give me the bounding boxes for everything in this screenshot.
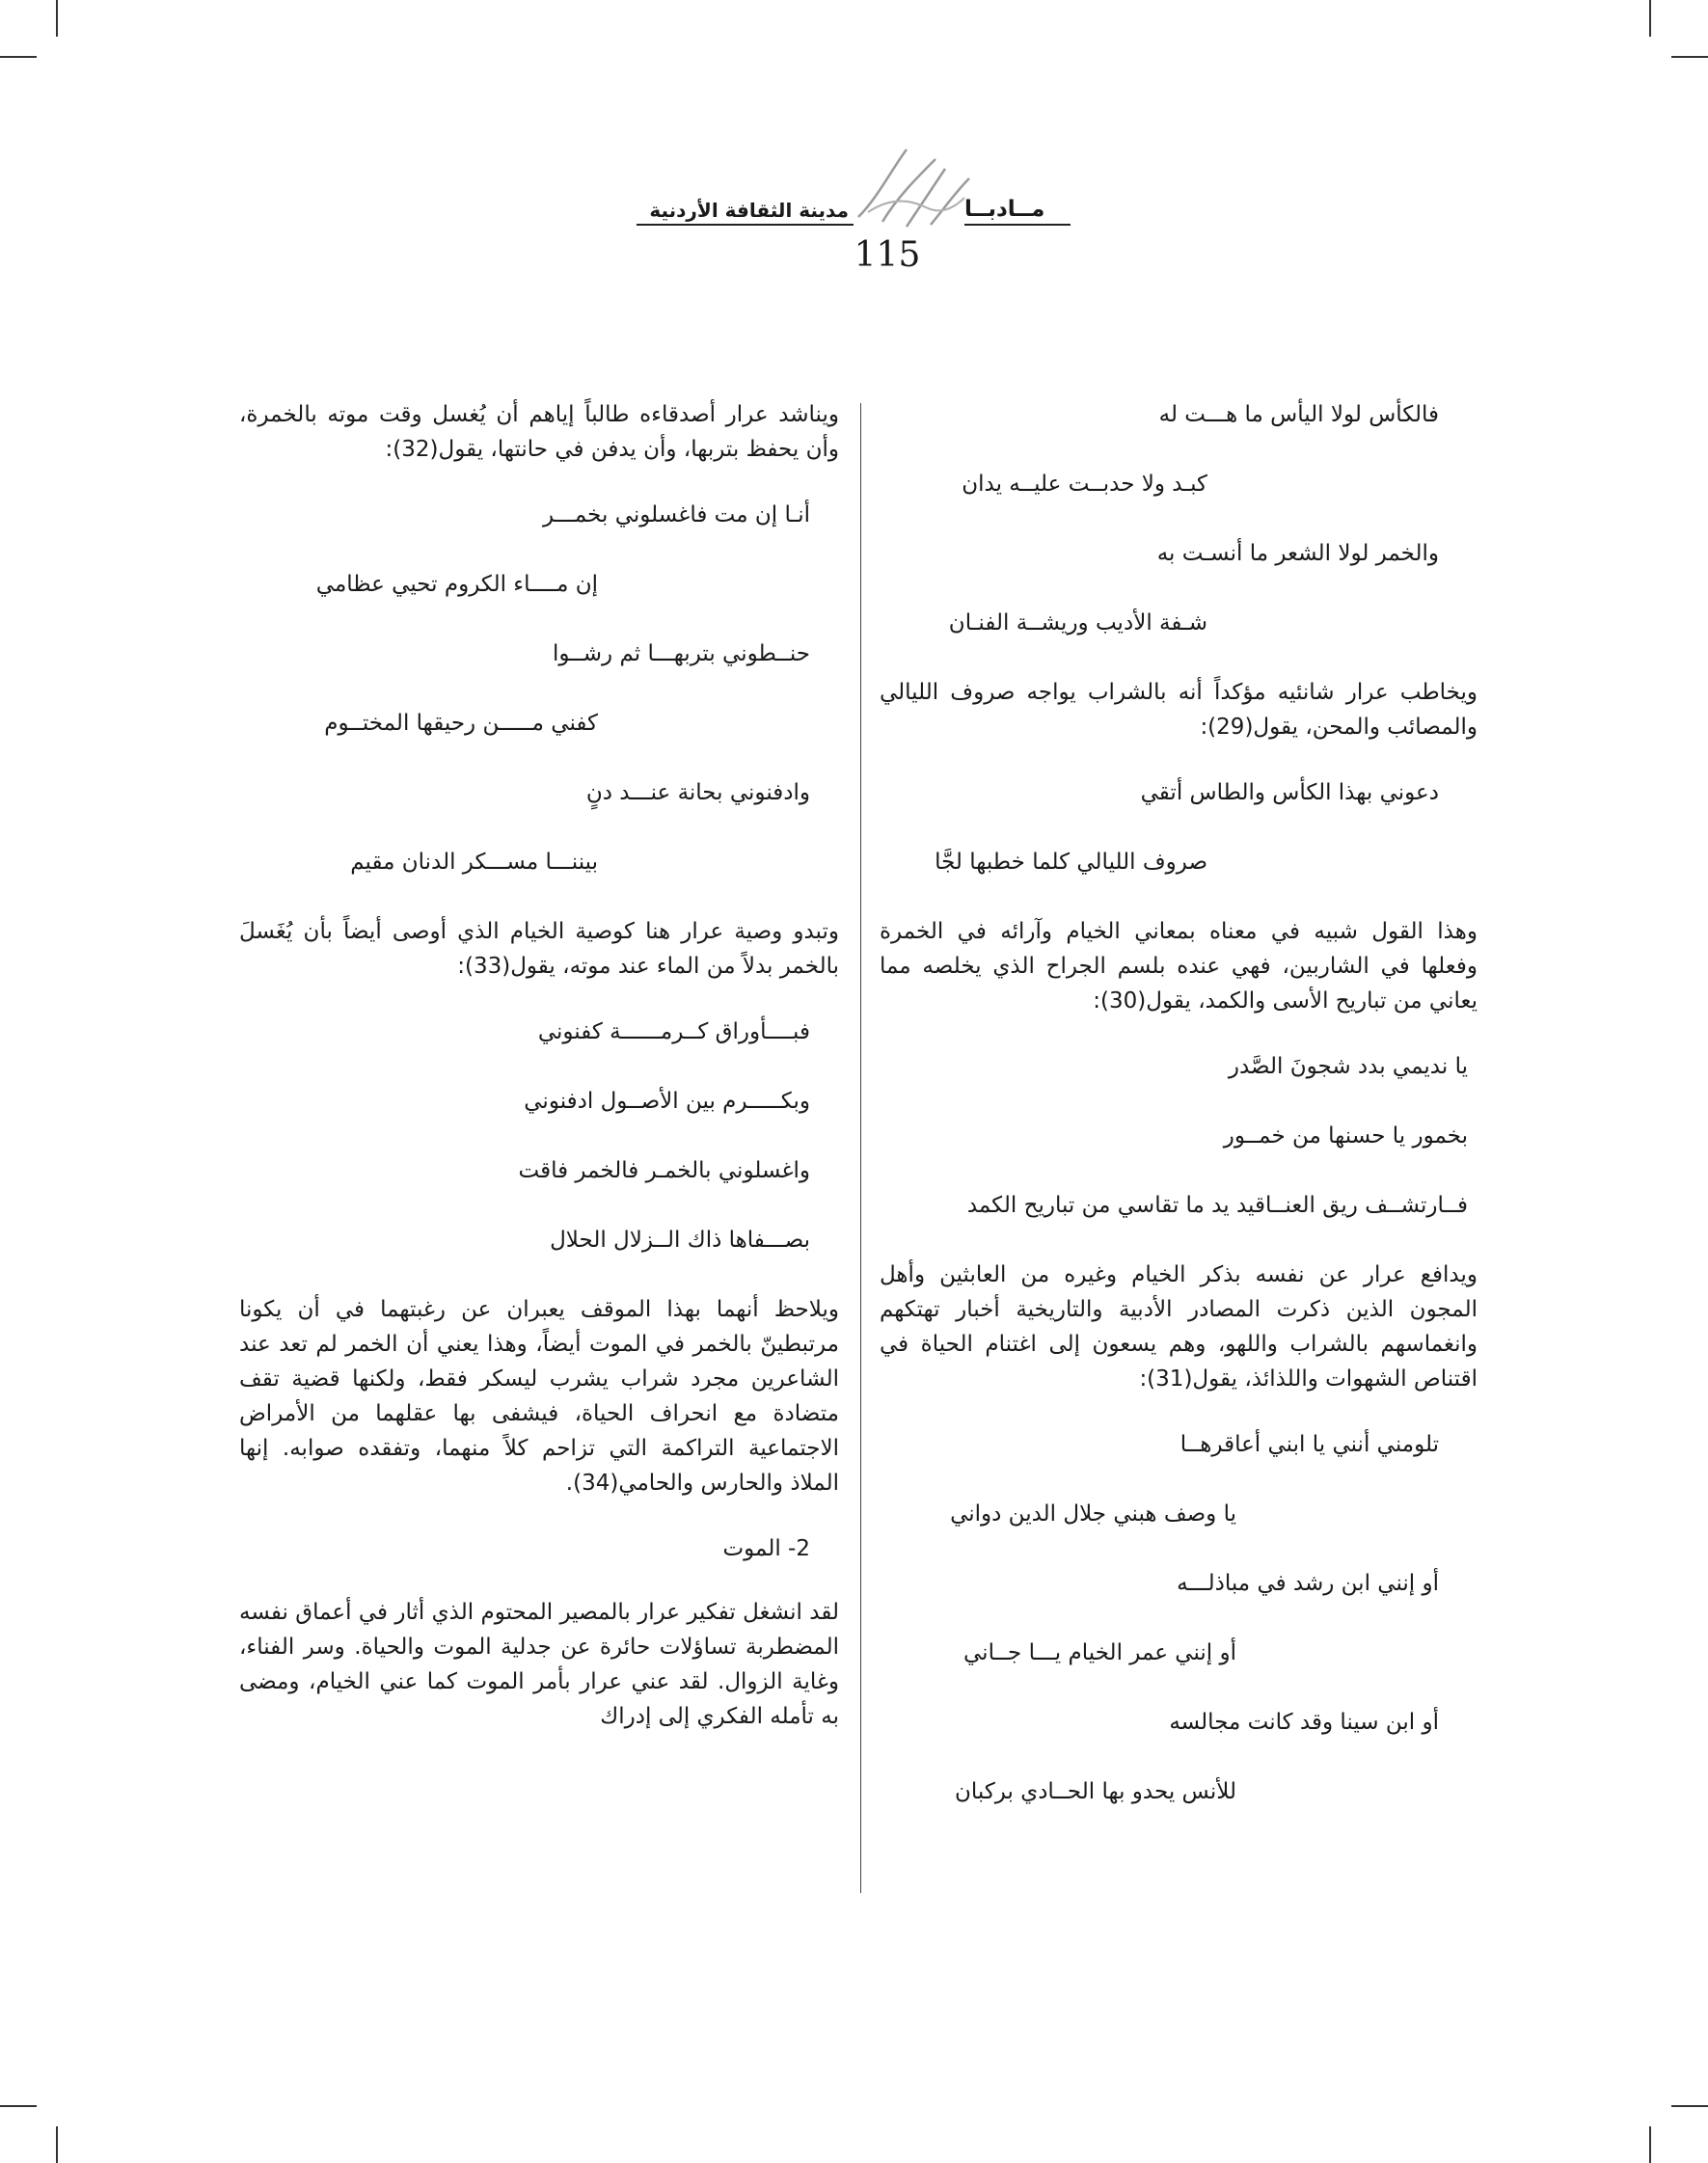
left-column — [239, 397, 839, 1765]
verse-line: وادفنوني بحانة عنـــد دنٍ — [585, 780, 810, 805]
verse-line: بصـــفاها ذاك الــزلال الحلال — [550, 1228, 810, 1253]
verse-line: أو إنني ابن رشد في مباذلـــه — [1177, 1571, 1439, 1596]
paragraph: وتبدو وصية عرار هنا كوصية الخيام الذي أوصى أيضاً بأن يُغَسلَ بالخمر بدلاً من الماء عند موته، يقول(33): — [239, 919, 839, 979]
verse-line: فبــــأوراق كــرمــــــة كفنوني — [537, 1019, 810, 1044]
header-subtitle: مدينة الثقافة الأردنية — [649, 199, 849, 222]
verse-line: إن مــــاء الكروم تحيي عظامي — [315, 572, 598, 597]
verse-line: شـفة الأديب وريشــة الفنـان — [948, 610, 1207, 635]
verse-line: أو ابن سينا وقد كانت مجالسه — [1169, 1710, 1439, 1735]
paragraph: ويلاحظ أنهما بهذا الموقف يعبران عن رغبتهما في أن يكونا مرتبطينّ بالخمر في الموت أيضاً، وهذا يعني أن الخمر لم تعد عند الشاعرين مجرد شراب يشرب ليسكر فقط، ولكنها قضية تقف متضادة مع انحراف الحياة، فيشفى بها عقلهما من الأمراض الاجتماعية التراكمة التي تزاحم كلاً منهما، وتفقده صوابه. إنها الملاذ والحارس والحامي(34). — [239, 1297, 839, 1496]
page-number: 115 — [854, 235, 921, 275]
verse-line: فالكأس لولا اليأس ما هـــت له — [1158, 402, 1439, 427]
section-heading: 2- الموت — [722, 1536, 810, 1561]
header-rule-right — [964, 224, 1071, 226]
verse-line: صروف الليالي كلما خطبها لجَّا — [935, 850, 1207, 875]
right-column — [880, 397, 1478, 1844]
verse-line: كفني مـــــن رحيقها المختــوم — [324, 711, 598, 736]
column-divider — [860, 403, 861, 1893]
verse-line: والخمر لولا الشعر ما أنسـت به — [1156, 541, 1439, 566]
crop-mark — [56, 2126, 58, 2163]
verse-line: أنـا إن مت فاغسلوني بخمـــر — [542, 502, 810, 527]
verse-line: فــارتشــف ريق العنــاقيد يد ما تقاسي من تباريح الكمد — [966, 1193, 1468, 1218]
paragraph: ويخاطب عرار شانئيه مؤكداً أنه بالشراب يواجه صروف الليالي والمصائب والمحن، يقول(29): — [880, 680, 1478, 740]
verse-line: تلومني أنني يا ابني أعاقرهــا — [1179, 1432, 1439, 1457]
verse-line: أو إنني عمر الخيام يـــا جــاني — [963, 1640, 1236, 1665]
verse-line: وبكـــــرم بين الأصــول ادفنوني — [524, 1089, 810, 1114]
crop-mark — [1649, 2126, 1651, 2163]
magazine-logo-icon — [839, 140, 974, 236]
verse-line: يا وصف هبني جلال الدين دواني — [950, 1501, 1236, 1527]
verse-line: حنــطوني بتربهـــا ثم رشــوا — [553, 641, 810, 666]
magazine-name: مــادبــا — [964, 197, 1045, 222]
header-rule-left — [637, 224, 854, 226]
verse-line: بيننـــا مســـكر الدنان مقيم — [350, 850, 598, 875]
paragraph: ويناشد عرار أصدقاءه طالباً إياهم أن يُغسل وقت موته بالخمرة، وأن يحفظ بتربها، وأن يدفن في حانتها، يقول(32): — [239, 402, 839, 462]
paragraph: وهذا القول شبيه في معناه بمعاني الخيام وآرائه في الخمرة وفعلها في الشاربين، فهي عنده بلسم الجراح الذي يخلصه مما يعاني من تباريح الأسى والكمد، يقول(30): — [880, 919, 1478, 1014]
verse-line: يا نديمي بدد شجونَ الصَّدر — [1228, 1054, 1468, 1079]
page-header — [0, 0, 1708, 289]
crop-mark — [1671, 2105, 1708, 2107]
paragraph: لقد انشغل تفكير عرار بالمصير المحتوم الذي أثار في أعماق نفسه المضطربة تساؤلات حائرة عن جدلية الموت والحياة. وسر الفناء، وغاية الزوال. لقد عني عرار بأمر الموت كما عني الخيام، ومضى به تأمله الفكري إلى إدراك — [239, 1600, 839, 1729]
verse-line: للأنس يحدو بها الحــادي بركبان — [955, 1779, 1236, 1804]
paragraph: ويدافع عرار عن نفسه بذكر الخيام وغيره من العابثين وأهل المجون الذين ذكرت المصادر الأدبية والتاريخية أخبار تهتكهم وانغماسهم بالشراب واللهو، وهم يسعون إلى اغتنام الحياة في اقتناص الشهوات واللذائذ، يقول(31): — [880, 1262, 1478, 1392]
verse-line: بخمور يا حسنها من خمــور — [1223, 1123, 1468, 1149]
verse-line: دعوني بهذا الكأس والطاس أتقي — [1140, 780, 1439, 805]
crop-mark — [0, 2105, 37, 2107]
verse-line: كبـد ولا حدبــت عليــه يدان — [962, 472, 1207, 497]
verse-line: واغسلوني بالخمـر فالخمر فاقت — [518, 1158, 810, 1183]
